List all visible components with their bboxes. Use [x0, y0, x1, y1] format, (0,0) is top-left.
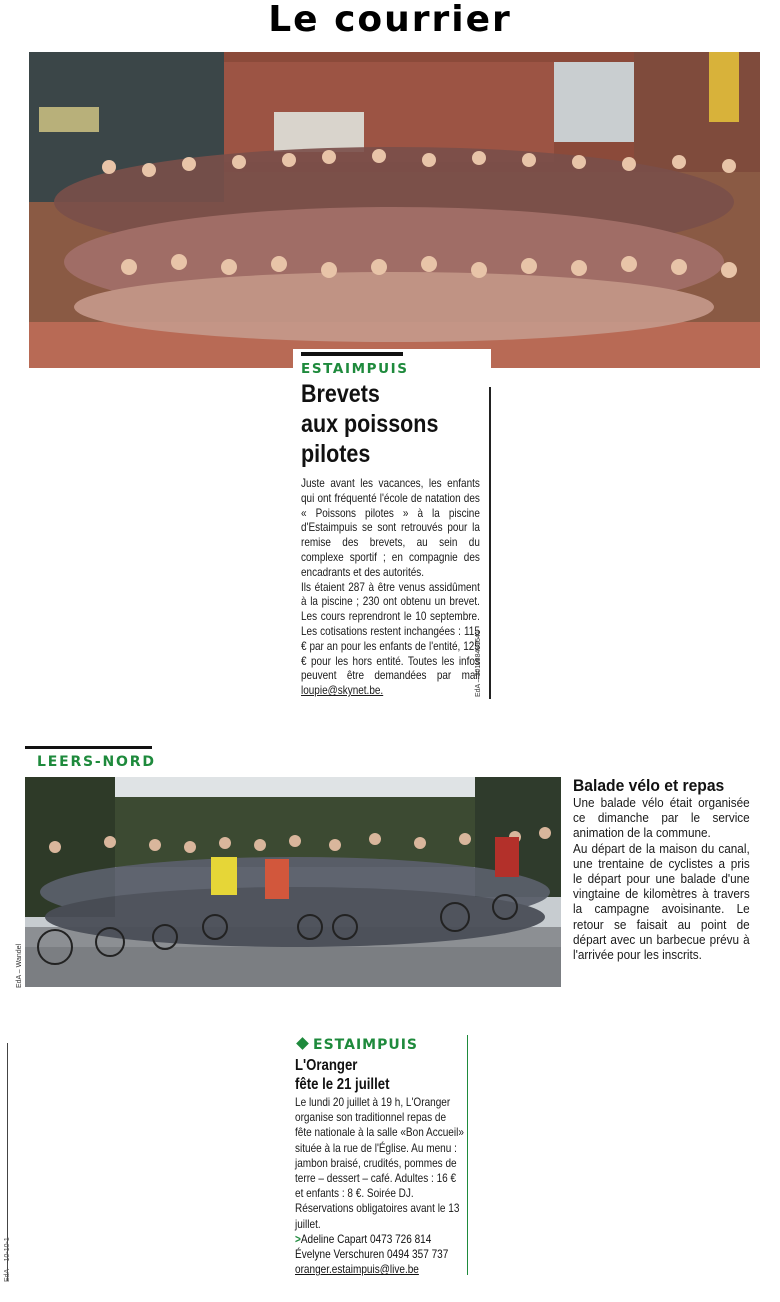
headline-line: pilotes — [301, 440, 371, 468]
arrow-icon: > — [295, 1231, 301, 1246]
article-body — [573, 796, 750, 963]
photo-credit: EdA – Wandel — [16, 943, 23, 988]
headline-line: L'Oranger — [295, 1057, 358, 1074]
column-rule — [467, 1035, 468, 1275]
email-link[interactable]: oranger.estaimpuis@live.be — [295, 1262, 419, 1277]
article-brevets-poissons-pilotes — [293, 349, 491, 701]
cyclists-photo — [25, 777, 561, 987]
article-headline — [301, 379, 460, 469]
article-balade-velo — [573, 776, 751, 963]
paragraph: Le lundi 20 juillet à 19 h, L'Oranger organise son traditionnel repas de fête nationale à la salle «Bon Accueil» située à la rue de l'Église. Au menu : jambon braisé, crudités, pommes de terre – dessert – café. Adultes : 16 € et enfants : 8 €. Soirée DJ. Réservations obligatoires avant le 13 juillet. — [295, 1095, 464, 1231]
newspaper-masthead: Le courrier — [268, 0, 512, 40]
contact-text: Adeline Capart 0473 726 814 Évelyne Verschuren 0494 357 737 — [295, 1231, 449, 1262]
photo-credit: EdA – 301188481541 — [475, 630, 482, 697]
section-label: LEERS-NORD — [37, 754, 156, 770]
email-link[interactable]: loupie@skynet.be. — [301, 684, 384, 698]
paragraph-text: Ils étaient 287 à être venus assidûment à la piscine ; 230 ont obtenu un brevet. Les cours reprendront le 10 septembre. Les cotisations restent inchangées : 115 € par an pour les enfants de l'entité, 125 € pour les hors entité. Toutes les infos peuvent être demandées par mail — [301, 580, 480, 683]
section-bar — [301, 352, 403, 356]
article-headline: Balade vélo et repas — [573, 776, 725, 795]
article-body — [301, 477, 480, 699]
side-credit: EdA – 10-10-1 — [4, 1237, 11, 1282]
article-body — [295, 1095, 465, 1277]
diamond-bullet-icon — [296, 1037, 309, 1050]
paragraph — [301, 581, 480, 699]
contact-info — [295, 1232, 465, 1278]
headline-line: fête le 21 juillet — [295, 1076, 390, 1093]
paragraph: Une balade vélo était organisée ce dimanche par le service animation de la commune. — [573, 796, 750, 841]
section-kicker — [295, 1037, 470, 1053]
headline-line: aux poissons — [301, 410, 439, 438]
section-label: ESTAIMPUIS — [301, 361, 409, 377]
section-label: ESTAIMPUIS — [313, 1037, 419, 1053]
section-bar — [25, 746, 152, 749]
headline-line: Brevets — [301, 380, 380, 408]
paragraph: Juste avant les vacances, les enfants qui ont fréquenté l'école de natation des « Poissons pilotes » à la piscine d'Estaimpuis se sont retrouvés pour la remise des brevets, au sein du complexe sportif ; en compagnie des encadrants et des autorités. — [301, 477, 480, 579]
article-oranger — [295, 1037, 470, 1277]
column-rule — [489, 387, 491, 699]
paragraph: Au départ de la maison du canal, une trentaine de cyclistes a pris le départ pour une balade d'une vingtaine de kilomètres à travers la campagne avoisinante. Le retour se faisait au point de départ avec un barbecue prévu à l'arrivée pour les inscrits. — [573, 841, 750, 963]
article-headline — [295, 1056, 444, 1094]
group-photo — [29, 52, 760, 368]
